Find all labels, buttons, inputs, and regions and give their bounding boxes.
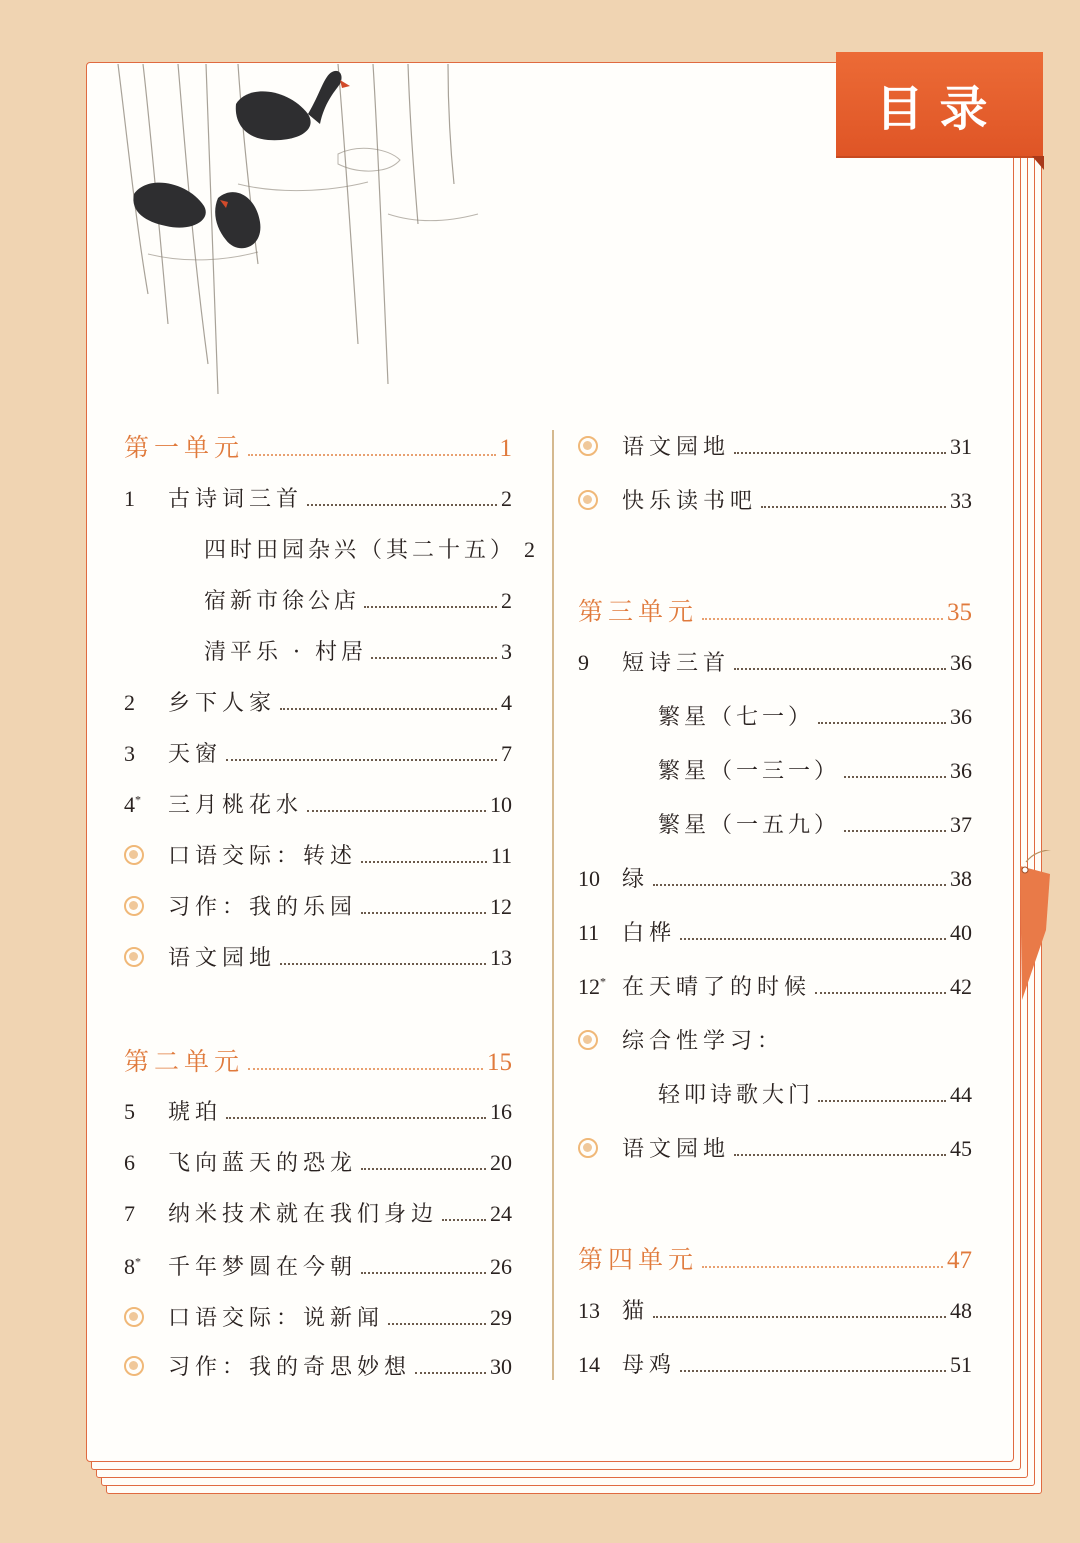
lesson-number [578,1352,622,1378]
page-number: 11 [490,843,512,868]
toc-entry [658,808,972,839]
optional-star: * [135,792,141,807]
entry-title: 古诗词三首 [168,487,304,512]
dot-leader [844,776,946,778]
toc-entry [578,1348,972,1379]
entry-title: 快乐读书吧 [622,489,758,514]
page-number: 45 [950,1136,972,1161]
lesson-number [578,920,622,946]
bullet-icon [578,434,622,460]
lesson-number [124,486,168,512]
entry-title: 第一单元 [124,433,245,462]
dot-leader [364,606,497,608]
page-number: 20 [490,1150,512,1175]
page-number: 36 [950,704,972,729]
page-number: 2 [501,588,512,613]
entry-title: 天窗 [168,742,223,767]
page-number: 33 [950,488,972,513]
toc-entry [124,1301,512,1332]
toc-unit-heading [124,1042,512,1078]
lesson-number-text: 2 [124,690,135,715]
lesson-number [124,792,168,818]
entry-title: 乡下人家 [168,691,277,716]
entry-title: 琥珀 [168,1100,223,1125]
dot-leader [680,1370,946,1372]
page-number: 30 [490,1354,512,1379]
page-number: 38 [950,866,972,891]
swan-ink-painting [88,64,568,404]
page-number: 10 [490,792,512,817]
bullet-icon [124,1305,168,1331]
entry-title: 繁星（一三一） [658,759,841,784]
dot-leader [415,1372,486,1374]
entry-title: 第四单元 [578,1245,699,1274]
toc-entry [578,1024,972,1055]
toc-unit-heading [578,1240,972,1276]
toc-entry [124,1095,512,1126]
entry-title: 习作：我的奇思妙想 [168,1355,412,1380]
dot-leader [248,454,495,456]
entry-title: 猫 [622,1299,650,1324]
dot-leader [653,1316,946,1318]
lesson-number-text: 6 [124,1150,135,1175]
page-number: 47 [947,1247,972,1274]
toc-entry [578,862,972,893]
page-number: 15 [487,1049,512,1076]
entry-title: 清平乐 · 村居 [204,640,367,665]
entry-title: 绿 [622,867,650,892]
entry-title: 宿新市徐公店 [204,589,361,614]
dot-leader [307,810,486,812]
page-number: 35 [947,599,972,626]
page-number: 7 [501,741,512,766]
page-number: 4 [501,690,512,715]
entry-title: 千年梦圆在今朝 [168,1255,358,1280]
lesson-number-text: 10 [578,866,600,891]
toc-entry [578,430,972,461]
circle-bullet-icon [578,1138,598,1158]
bullet-icon [578,1136,622,1162]
bookmark-ribbon [1020,850,1080,1000]
toc-entry [578,646,972,677]
toc-entry [124,1146,512,1177]
lesson-number-text: 11 [578,920,600,945]
toc-entry [204,584,512,615]
toc-entry [658,1078,972,1109]
page-number: 3 [501,639,512,664]
entry-title: 飞向蓝天的恐龙 [168,1151,358,1176]
entry-title: 第三单元 [578,597,699,626]
entry-title: 语文园地 [168,946,277,971]
toc-entry [204,533,536,564]
toc-entry [124,839,512,870]
entry-title: 口语交际：说新闻 [168,1306,385,1331]
lesson-number [578,974,622,1000]
page-number: 13 [490,945,512,970]
page-number: 2 [524,537,536,562]
bullet-icon [124,843,168,869]
toc-entry [578,970,972,1001]
optional-star: * [135,1254,141,1269]
page-number: 2 [501,486,512,511]
lesson-number [124,1254,168,1280]
toc-entry [658,754,972,785]
page-number: 48 [950,1298,972,1323]
entry-title: 四时田园杂兴（其二十五） [204,538,517,563]
lesson-number [124,690,168,716]
entry-title: 语文园地 [622,1137,731,1162]
page-number: 16 [490,1099,512,1124]
entry-title: 纳米技术就在我们身边 [168,1202,439,1227]
dot-leader [815,992,946,994]
page-number: 24 [490,1201,512,1226]
lesson-number [124,741,168,767]
lesson-number-text: 14 [578,1352,600,1377]
dot-leader [734,668,946,670]
contents-title: 目录 [875,80,1004,137]
entry-title: 繁星（七一） [658,705,815,730]
page-number: 51 [950,1352,972,1377]
dot-leader [361,861,487,863]
circle-bullet-icon [124,947,144,967]
circle-bullet-icon [578,490,598,510]
bullet-icon [578,1028,622,1054]
dot-leader [361,1272,486,1274]
page-number: 29 [490,1305,512,1330]
dot-leader [734,452,946,454]
dot-leader [761,506,946,508]
lesson-number [124,1201,168,1227]
dot-leader [653,884,946,886]
entry-title: 母鸡 [622,1353,677,1378]
entry-title: 繁星（一五九） [658,813,841,838]
lesson-number [578,650,622,676]
dot-leader [680,938,946,940]
lesson-number [578,1298,622,1324]
page-number: 36 [950,650,972,675]
lesson-number-text: 12 [578,974,600,999]
entry-title: 第二单元 [124,1047,245,1076]
toc-entry [578,916,972,947]
circle-bullet-icon [578,1030,598,1050]
bullet-icon [124,894,168,920]
dot-leader [307,504,497,506]
dot-leader [361,1168,486,1170]
dot-leader [248,1068,483,1070]
dot-leader [226,759,497,761]
lesson-number-text: 1 [124,486,135,511]
toc-unit-heading [578,592,972,628]
circle-bullet-icon [124,896,144,916]
bullet-icon [124,1354,168,1380]
dot-leader [361,912,486,914]
bullet-icon [578,488,622,514]
toc-entry [124,941,512,972]
entry-title: 轻叩诗歌大门 [658,1083,815,1108]
page-number: 31 [950,434,972,459]
dot-leader [702,1266,943,1268]
entry-title: 三月桃花水 [168,793,304,818]
dot-leader [844,830,946,832]
column-divider [552,430,554,1380]
lesson-number-text: 7 [124,1201,135,1226]
page-number: 26 [490,1254,512,1279]
entry-title: 白桦 [622,921,677,946]
toc-entry [124,1197,512,1228]
bullet-icon [124,945,168,971]
toc-entry [124,1250,512,1281]
entry-title: 综合性学习： [622,1029,785,1054]
dot-leader [734,1154,946,1156]
contents-tab [836,52,1043,156]
page-number: 1 [499,435,512,462]
lesson-number-text: 8 [124,1254,135,1279]
lesson-number-text: 9 [578,650,589,675]
optional-star: * [600,974,606,989]
dot-leader [226,1117,486,1119]
circle-bullet-icon [124,1356,144,1376]
dot-leader [280,963,486,965]
lesson-number-text: 13 [578,1298,600,1323]
dot-leader [702,618,943,620]
entry-title: 口语交际：转述 [168,844,358,869]
toc-entry [124,1350,512,1381]
toc-entry [578,1132,972,1163]
page-number: 44 [950,1082,972,1107]
dot-leader [442,1219,486,1221]
page-number: 12 [490,894,512,919]
lesson-number [124,1150,168,1176]
entry-title: 语文园地 [622,435,731,460]
toc-entry [204,635,512,666]
dot-leader [818,722,946,724]
dot-leader [280,708,497,710]
page-number: 40 [950,920,972,945]
circle-bullet-icon [124,845,144,865]
page-number: 36 [950,758,972,783]
toc-entry [578,1294,972,1325]
dot-leader [388,1323,486,1325]
circle-bullet-icon [124,1307,144,1327]
toc-entry [124,482,512,513]
toc-unit-heading [124,428,512,464]
lesson-number [578,866,622,892]
page-number: 37 [950,812,972,837]
toc-entry [124,686,512,717]
entry-title: 习作：我的乐园 [168,895,358,920]
dot-leader [818,1100,946,1102]
lesson-number-text: 3 [124,741,135,766]
entry-title: 短诗三首 [622,651,731,676]
toc-entry [124,890,512,921]
lesson-number-text: 5 [124,1099,135,1124]
toc-entry [658,700,972,731]
toc-entry [124,788,512,819]
entry-title: 在天晴了的时候 [622,975,812,1000]
circle-bullet-icon [578,436,598,456]
lesson-number [124,1099,168,1125]
lesson-number-text: 4 [124,792,135,817]
dot-leader [371,657,497,659]
toc-entry [124,737,512,768]
page-number: 42 [950,974,972,999]
toc-entry [578,484,972,515]
